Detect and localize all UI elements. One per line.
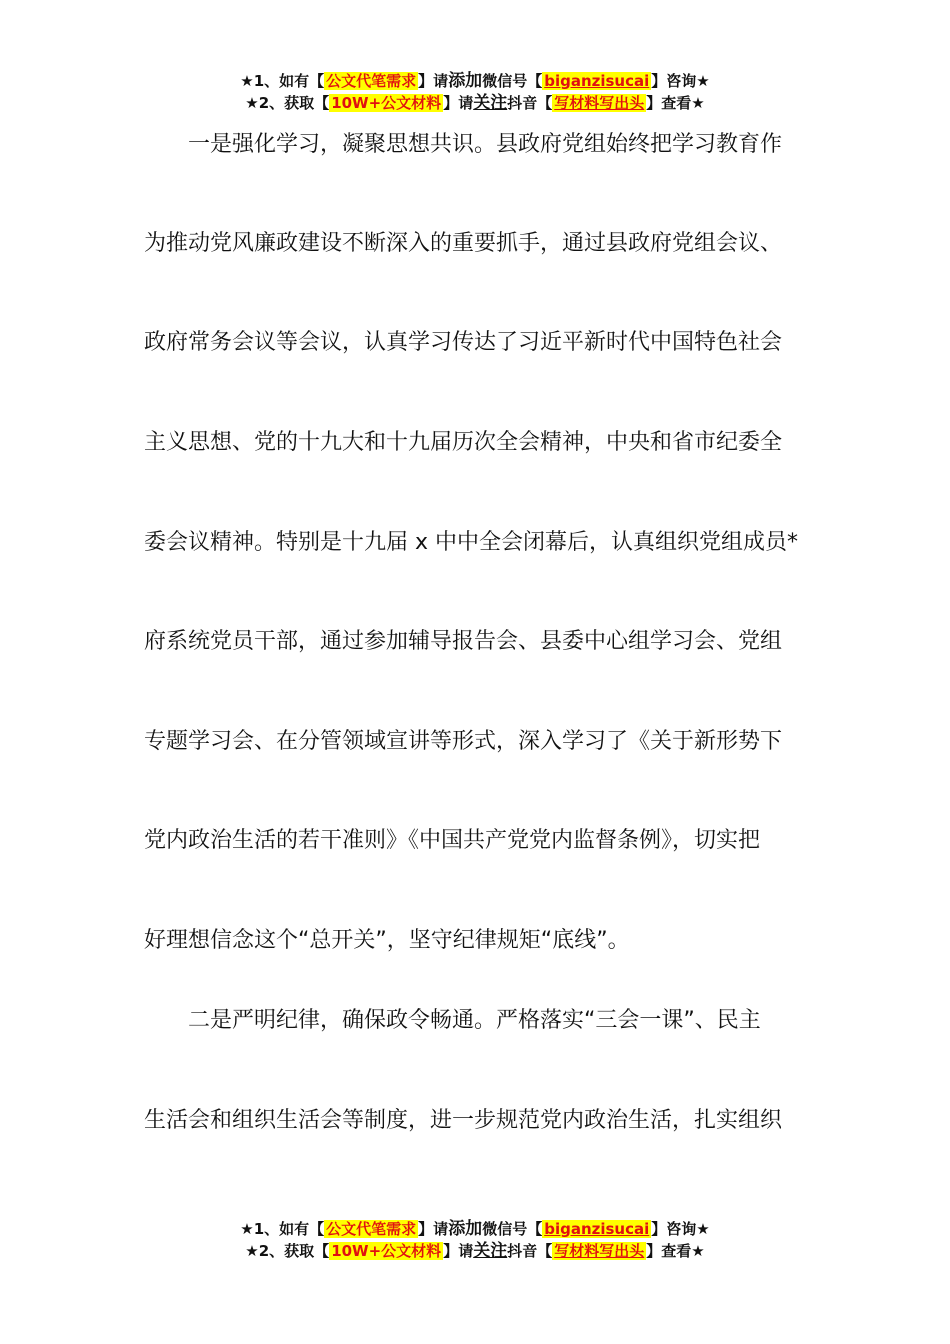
paragraph-line: 政府常务会议等会议，认真学习传达了习近平新时代中国特色社会 [144, 330, 783, 355]
paragraph-line: 生活会和组织生活会等制度，进一步规范党内政治生活，扎实组织 [144, 1108, 783, 1133]
banner-text: 】请 [443, 1242, 474, 1260]
banner-text: ★1、如有【 [240, 72, 325, 90]
highlight-service: 公文代笔需求 [326, 1220, 417, 1238]
highlight-service: 公文代笔需求 [326, 72, 417, 90]
banner-text: 】查看★ [646, 1242, 705, 1260]
banner-text: 抖音【 [507, 1242, 553, 1260]
banner-line-2 [0, 92, 950, 114]
banner-text: 】咨询★ [651, 72, 710, 90]
banner-text: 】请 [418, 1220, 449, 1238]
banner-text: ★2、获取【 [245, 1242, 330, 1260]
banner-text: 】请 [443, 94, 474, 112]
paragraph-line: 党内政治生活的若干准则》《中国共产党党内监督条例》，切实把 [144, 828, 761, 853]
bottom-banner [0, 1218, 950, 1262]
banner-text: 】请 [418, 72, 449, 90]
banner-emphasis: 添加 [448, 1219, 483, 1239]
paragraph-line: 专题学习会、在分管领域宣讲等形式，深入学习了《关于新形势下 [144, 729, 783, 754]
banner-emphasis: 关注 [473, 1241, 508, 1261]
top-banner [0, 70, 950, 114]
paragraph-line: 好理想信念这个“总开关”，坚守纪律规矩“底线”。 [144, 928, 630, 953]
banner-text: 微信号【 [482, 72, 543, 90]
banner-text: 微信号【 [482, 1220, 543, 1238]
highlight-wechat-id[interactable]: biganzisucai [544, 72, 650, 90]
banner-line-2 [0, 1240, 950, 1262]
paragraph-line: 二是严明纪律，确保政令畅通。严格落实“三会一课”、民主 [188, 1008, 761, 1033]
banner-line-1 [0, 1218, 950, 1240]
paragraph-line: 主义思想、党的十九大和十九届历次全会精神，中央和省市纪委全 [144, 430, 783, 455]
highlight-materials: 10W+公文材料 [331, 94, 442, 112]
highlight-douyin[interactable]: 写材料写出头 [554, 94, 645, 112]
banner-text: ★2、获取【 [245, 94, 330, 112]
paragraph-line: 一是强化学习，凝聚思想共识。县政府党组始终把学习教育作 [188, 132, 783, 157]
highlight-materials: 10W+公文材料 [331, 1242, 442, 1260]
highlight-douyin[interactable]: 写材料写出头 [554, 1242, 645, 1260]
banner-line-1 [0, 70, 950, 92]
banner-text: 抖音【 [507, 94, 553, 112]
banner-emphasis: 添加 [448, 71, 483, 91]
paragraph-line: 为推动党风廉政建设不断深入的重要抓手，通过县政府党组会议、 [144, 231, 783, 256]
banner-text: 】咨询★ [651, 1220, 710, 1238]
paragraph-line: 府系统党员干部，通过参加辅导报告会、县委中心组学习会、党组 [144, 629, 783, 654]
banner-text: 】查看★ [646, 94, 705, 112]
paragraph-line: 委会议精神。特别是十九届 x 中中全会闭幕后，认真组织党组成员* [144, 530, 799, 555]
highlight-wechat-id[interactable]: biganzisucai [544, 1220, 650, 1238]
banner-emphasis: 关注 [473, 93, 508, 113]
banner-text: ★1、如有【 [240, 1220, 325, 1238]
